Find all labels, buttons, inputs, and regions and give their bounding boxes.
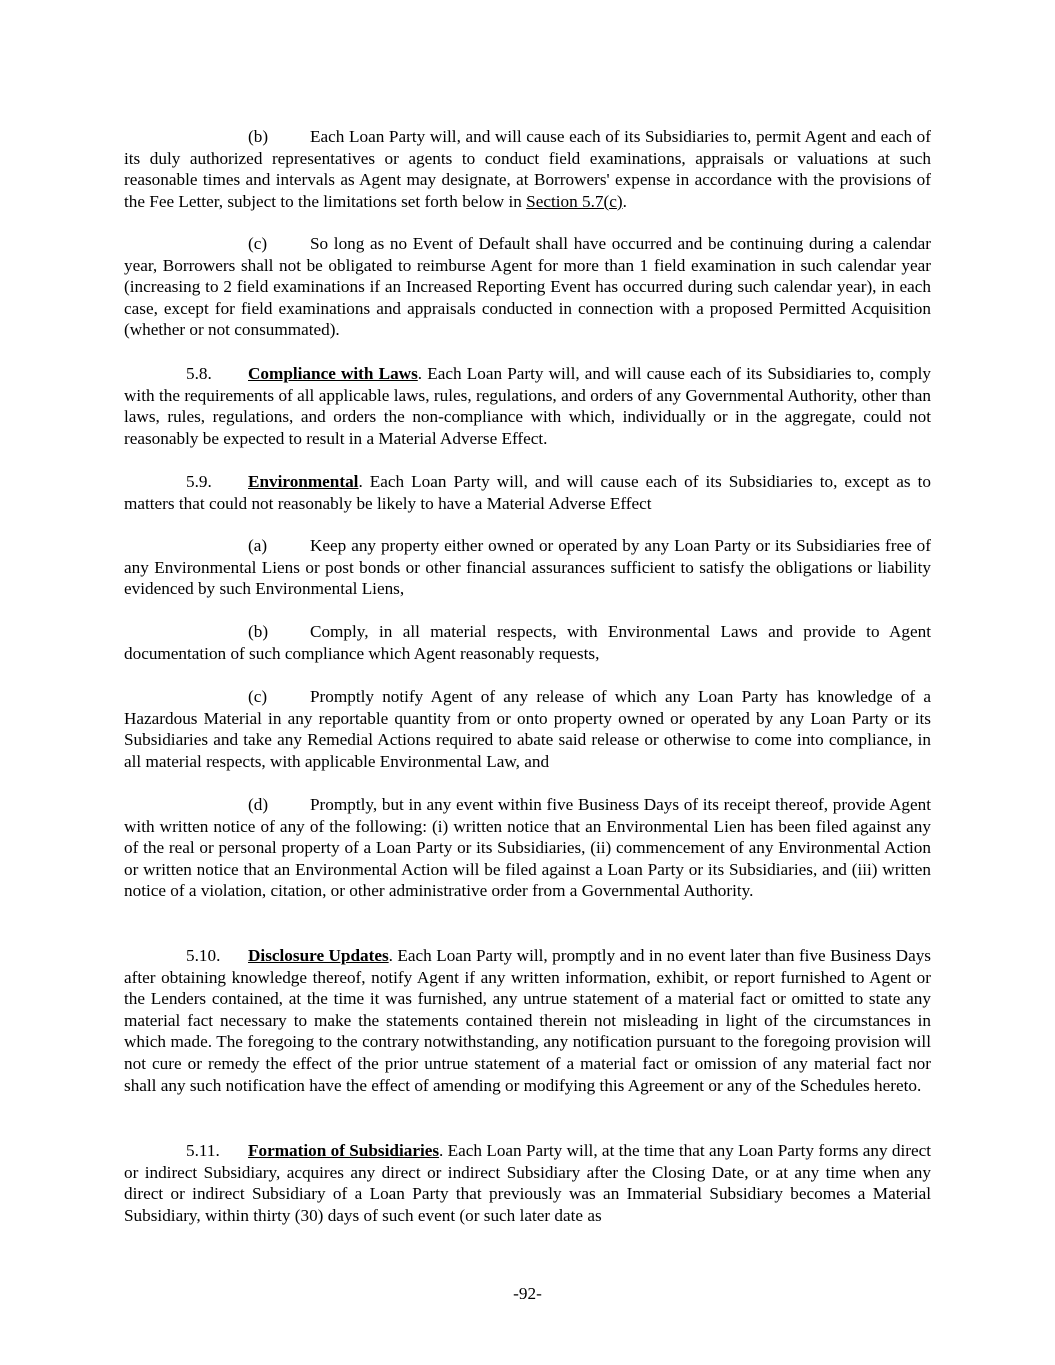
section-number: 5.8. xyxy=(186,364,212,383)
paragraph-text: Each Loan Party will, and will cause each of its Subsidiaries to, permit Agent and each of its duly authorized representatives or agents to conduct field examinations, appraisals or valuations at such reasonable times and intervals as Agent may designate, at Borrowers' expense in accordance with the provisions of the Fee Letter, subject to the limitations set forth below in xyxy=(124,127,931,211)
section-number: 5.11. xyxy=(186,1141,220,1160)
section-heading: Disclosure Updates xyxy=(248,946,389,965)
paragraph-5-9-c xyxy=(124,686,931,772)
section-number: 5.9. xyxy=(186,472,212,491)
paragraph-5-7-b xyxy=(124,126,931,212)
section-text: . Each Loan Party will, promptly and in no event later than five Business Days after obtaining knowledge thereof, notify Agent if any written information, exhibit, or report furnished to Agent or the Lenders contained, at the time it was furnished, any untrue statement of a material fact or omitted to state any material fact necessary to make the statements contained therein not misleading in light of the circumstances in which made. The foregoing to the contrary notwithstanding, any notification pursuant to the foregoing provision will not cure or remedy the effect of the prior untrue statement of a material fact or omission of any material fact nor shall any such notification have the effect of amending or modifying this Agreement or any of the Schedules hereto. xyxy=(124,946,931,1095)
section-heading: Environmental xyxy=(248,472,359,491)
paragraph-5-7-c xyxy=(124,233,931,341)
paragraph-text: So long as no Event of Default shall have occurred and be continuing during a calendar year, Borrowers shall not be obligated to reimburse Agent for more than 1 field examination in such calendar year (increasing to 2 field examinations if an Increased Reporting Event has occurred during such calendar year), in each case, except for field examinations and appraisals conducted in connection with a proposed Permitted Acquisition (whether or not consummated). xyxy=(124,234,931,340)
paragraph-text-tail: . xyxy=(622,191,627,211)
section-reference-link: Section 5.7(c) xyxy=(526,191,623,211)
paragraph-5-9-a xyxy=(124,535,931,600)
section-heading: Formation of Subsidiaries xyxy=(248,1141,440,1160)
paragraph-text: Keep any property either owned or operated by any Loan Party or its Subsidiaries free of any Environmental Liens or post bonds or other financial assurances sufficient to satisfy the obligations or liability evidenced by such Environmental Liens, xyxy=(124,536,931,599)
paragraph-number: (d) xyxy=(248,795,269,814)
section-5-8 xyxy=(124,363,931,449)
paragraph-5-9-b xyxy=(124,621,931,664)
paragraph-number: (c) xyxy=(248,687,268,706)
section-number: 5.10. xyxy=(186,946,221,965)
section-text: . Each Loan Party will, and will cause each of its Subsidiaries to, except as to matters that could not reasonably be likely to have a Material Adverse Effect xyxy=(124,472,931,513)
paragraph-text: Promptly notify Agent of any release of which any Loan Party has knowledge of a Hazardous Material in any reportable quantity from or onto property owned or operated by any Loan Party or its Subsidiaries and take any Remedial Actions required to abate said release or otherwise to come into compliance, in all material respects, with applicable Environmental Law, and xyxy=(124,687,931,771)
paragraph-number: (b) xyxy=(248,622,269,641)
section-text: . Each Loan Party will, at the time that any Loan Party forms any direct or indirect Subsidiary, acquires any direct or indirect Subsidiary after the Closing Date, or at any time when any direct or indirect Subsidiary of a Loan Party that previously was an Immaterial Subsidiary becomes a Material Subsidiary, within thirty (30) days of such event (or such later date as xyxy=(124,1141,932,1225)
paragraph-number: (a) xyxy=(248,536,268,555)
paragraph-5-9-d xyxy=(124,794,931,902)
section-5-11 xyxy=(124,1140,931,1226)
section-5-10 xyxy=(124,945,931,1096)
page-number: -92- xyxy=(513,1284,542,1303)
section-5-9 xyxy=(124,471,931,514)
paragraph-number: (b) xyxy=(248,127,269,146)
section-text: . Each Loan Party will, and will cause each of its Subsidiaries to, comply with the requirements of all applicable laws, rules, regulations, and orders of any Governmental Authority, other than laws, rules, regulations, and orders the non-compliance with which, individually or in the aggregate, could not reasonably be expected to result in a Material Adverse Effect. xyxy=(124,364,931,448)
section-heading: Compliance with Laws xyxy=(248,364,418,383)
paragraph-text: Comply, in all material respects, with Environmental Laws and provide to Agent documentation of such compliance which Agent reasonably requests, xyxy=(124,622,931,663)
paragraph-number: (c) xyxy=(248,234,268,253)
paragraph-text: Promptly, but in any event within five Business Days of its receipt thereof, provide Agent with written notice of any of the following: (i) written notice that an Environmental Lien has been filed against any of the real or personal property of a Loan Party or its Subsidiaries, (ii) commencement of any Environmental Action or written notice that an Environmental Action will be filed against a Loan Party or its Subsidiaries, and (iii) written notice of a violation, citation, or other administrative order from a Governmental Authority. xyxy=(124,795,931,901)
